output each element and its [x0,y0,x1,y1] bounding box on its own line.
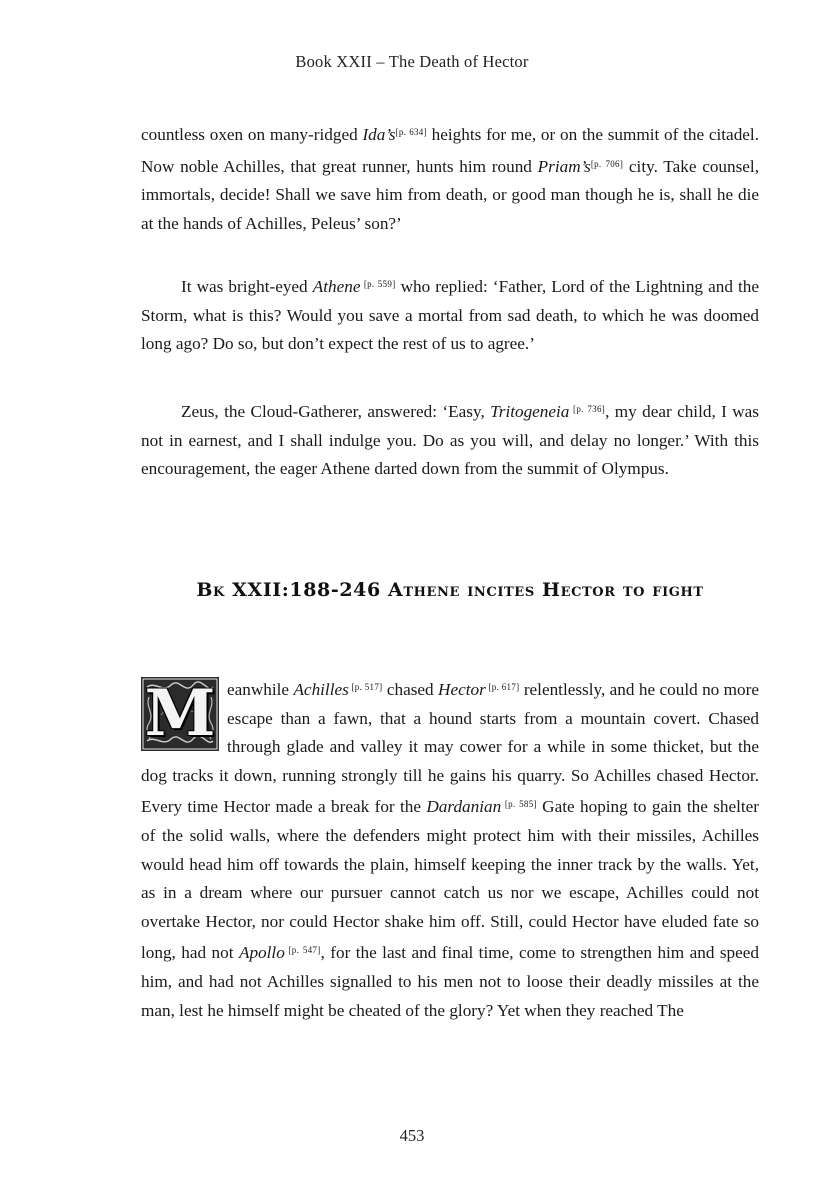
paragraph-text [141,673,759,1025]
italic-name: Athene [312,277,361,296]
page-reference: [p. 634] [395,127,427,137]
page-reference: [p. 706] [590,158,624,169]
text-run: who replied: ‘Father, Lord of the Lightning and the Storm, what is this? Would you save a mortal from sad death, to which he was doomed long ago? Do so, but don’t expect the rest of us to agree.’ [141,277,760,354]
text-run: , for the last and final time, come to strengthen him and speed him, and had not Achilles signalled to his men not to loose their deadly missiles at the man, lest he himself might be cheated of the glory? Yet when they reached The [141,943,760,1020]
dropcap [141,677,219,751]
paragraph-text [141,395,759,484]
paragraph-text [141,270,759,359]
text-run: city. Take counsel, immortals, decide! Shall we save him from death, or good man though he is, shall he die at the hands of Achilles, Peleus’ son?’ [141,156,760,233]
page-number: 453 [399,1126,425,1145]
italic-name: Dardanian [426,797,502,817]
italic-name: Priam’s [537,156,591,176]
section-heading: Bk XXII:188-246 Athene incites Hector to fight [196,579,704,601]
dropcap-letter: M [144,676,216,751]
text-run: eanwhile [227,680,294,699]
text-run: Zeus, the Cloud-Gatherer, answered: ‘Easy, [181,402,491,421]
text-run: heights for me, or on the summit of the citadel. Now noble Achilles, that great runner, hunts him round [141,125,759,176]
paragraph-text [141,118,759,238]
text-run: countless oxen on many-ridged [141,125,363,144]
italic-name: Ida’s [362,125,396,144]
paragraph-zeus-answer [141,395,759,484]
text-run: It was bright-eyed [181,277,313,296]
page-reference: [p. 547] [284,945,321,956]
page-reference: [p. 559] [360,279,396,289]
italic-name: Tritogeneia [490,402,570,421]
paragraph-achilles-chase [141,673,759,1025]
paragraph-athene-reply [141,270,759,359]
italic-name: Achilles [293,680,349,699]
page-reference: [p. 517] [348,682,383,692]
page-reference: [p. 736] [569,404,606,414]
italic-name: Apollo [238,943,285,963]
text-run: relentlessly, and he could no more escape than a fawn, that a hound starts from a mountain covert. Chased through glade and valley it may cower for a while in some thicket, but the dog tracks it down, running strongly till he gains his quarry. So Achilles chased Hector. Every time Hector made a break for the [141,680,759,817]
text-run: chased [382,680,439,699]
page-reference: [p. 585] [501,799,537,810]
italic-name: Hector [438,680,486,699]
text-run: , my dear child, I was not in earnest, and I shall indulge you. Do as you will, and delay no longer.’ With this encouragement, the eager Athene darted down from the summit of Olympus. [141,402,759,479]
text-run: Gate hoping to gain the shelter of the solid walls, where the defenders might protect him with their missiles, Achilles would head him off towards the plain, himself keeping the inner track by the walls. Yet, as in a dream where our pursuer cannot catch us nor we escape, Achilles could not overtake Hector, nor could Hector shake him off. Still, could Hector have eluded fate so long, had not [141,797,760,963]
running-head: Book XXII – The Death of Hector [295,52,529,71]
page-reference: [p. 617] [485,682,520,692]
paragraph-continuation [141,118,759,238]
